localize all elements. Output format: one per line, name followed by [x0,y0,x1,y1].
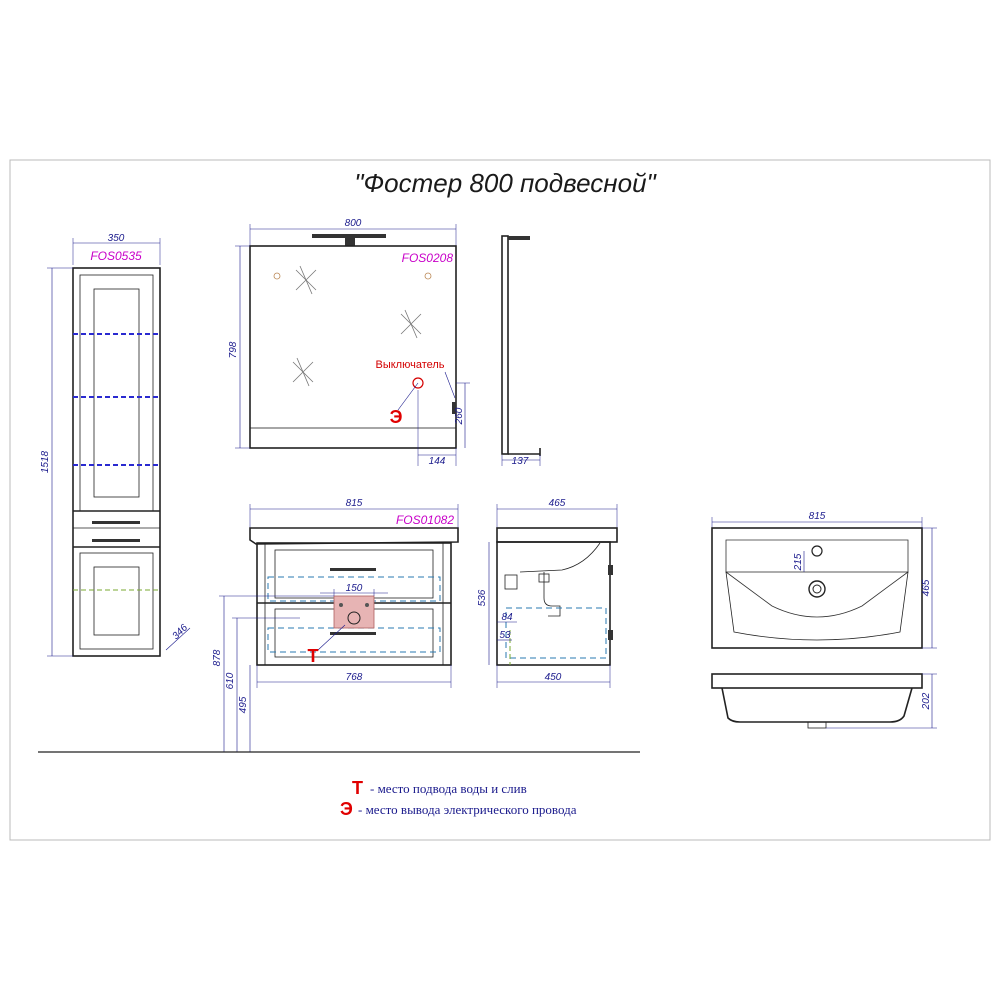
vanity-total-height-dim: 878 [212,649,223,667]
vanity-level-2-dim: 495 [238,696,249,714]
basin-top-view [712,511,937,648]
mirror [228,218,540,467]
basin-side-view [712,674,937,728]
legend-text-t: - место подвода воды и слив [370,781,527,796]
switch-label: Выключатель [375,359,445,371]
column-code: FOS0535 [90,249,142,263]
legend-key-t: Т [352,778,363,798]
legend [340,778,577,819]
vanity-level-1-dim: 610 [225,672,236,690]
vanity-top-width-dim: 815 [345,498,363,509]
column-depth-dim: 346 [170,622,191,643]
legend-text-e: - место вывода электрического провода [358,802,577,817]
basin-depth-dim: 465 [921,579,932,597]
vanity-body-width-dim: 768 [345,672,363,683]
mirror-height-dim: 798 [228,341,239,359]
legend-key-e: Э [340,799,353,819]
vanity-side-body-depth-dim: 450 [544,672,562,683]
mirror-e-marker: Э [389,407,403,427]
mirror-width-dim: 800 [344,218,362,229]
vanity-side-depth-dim: 465 [548,498,566,509]
sheet-border [10,160,990,840]
vanity-side-84-dim: 84 [501,612,513,623]
drain-hole [809,581,825,597]
vanity-code: FOS01082 [395,513,454,527]
vanity-front [212,498,458,752]
vanity-side-height-dim: 536 [477,589,488,607]
tap-hole [812,546,822,556]
vanity-t-marker: Т [307,646,319,666]
basin-height-dim: 202 [921,692,932,710]
mirror-lamp [312,234,386,238]
vanity-side [477,498,617,688]
drawing-title: "Фостер 800 подвесной" [354,168,656,198]
column-width-dim: 350 [107,233,125,244]
basin-width-dim: 815 [808,511,826,522]
vanity-service-width-dim: 150 [345,583,363,594]
basin-tap-offset-dim: 215 [793,553,804,571]
column-cabinet [40,233,190,656]
mirror-code: FOS0208 [401,251,453,265]
vanity-side-53-dim: 53 [499,630,511,641]
mirror-depth-dim: 137 [511,456,529,467]
mirror-switch-height-dim: 260 [454,407,465,425]
column-height-dim: 1518 [40,450,51,474]
mirror-switch-offset-dim: 144 [428,456,446,467]
